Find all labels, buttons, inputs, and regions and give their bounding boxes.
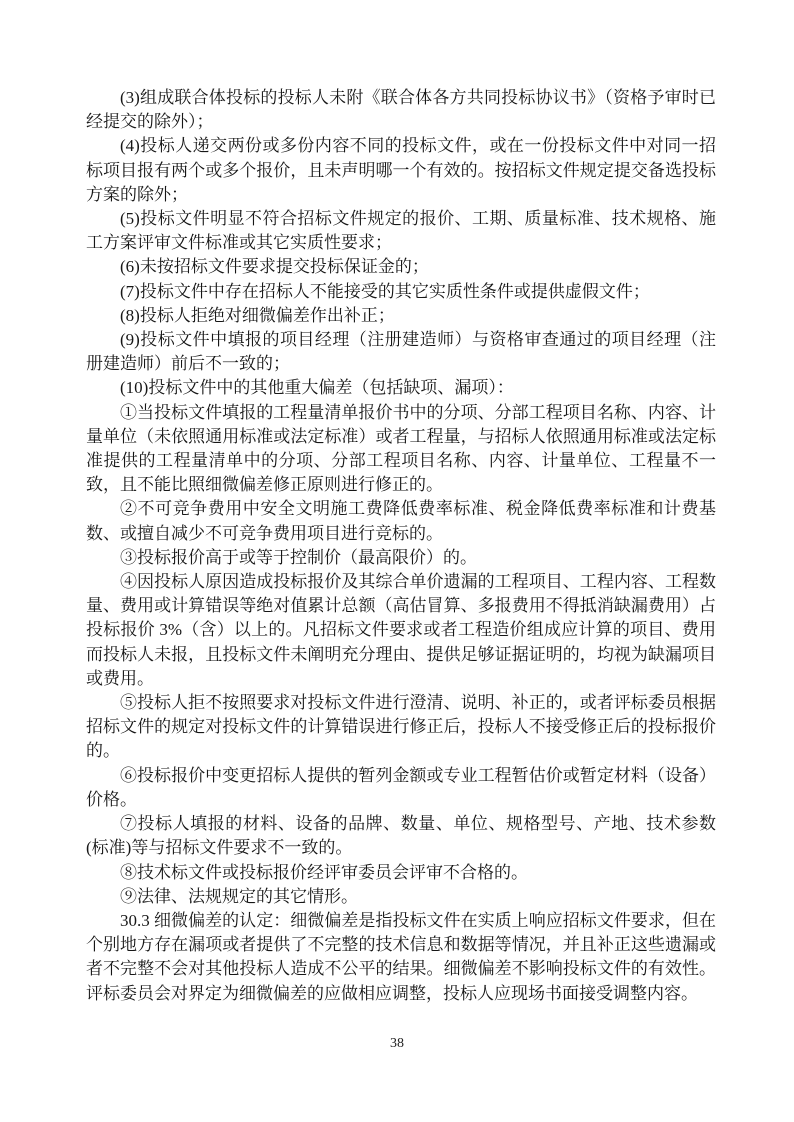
paragraph: ⑤投标人拒不按照要求对投标文件进行澄清、说明、补正的，或者评标委员根据招标文件的规定对投标文件的计算错误进行修正后，投标人不接受修正后的投标报价的。 [86,693,716,761]
paragraph: (3)组成联合体投标的投标人未附《联合体各方共同投标协议书》（资格予审时已经提交的除外）； [86,88,716,132]
page-footer [0,1036,794,1052]
paragraph: 30.3 细微偏差的认定：细微偏差是指投标文件在实质上响应招标文件要求，但在个别地方存在漏项或者提供了不完整的技术信息和数据等情况，并且补正这些遗漏或者不完整不会对其他投标人造成不公平的结果。细微偏差不影响投标文件的有效性。评标委员会对界定为细微偏差的应做相应调整，投标人应现场书面接受调整内容。 [86,910,716,1003]
paragraph: (8)投标人拒绝对细微偏差作出补正； [120,305,395,325]
paragraph: (9)投标文件中填报的项目经理（注册建造师）与资格审查通过的项目经理（注册建造师）前后不一致的； [86,330,716,374]
paragraph: ⑦投标人填报的材料、设备的品牌、数量、单位、规格型号、产地、技术参数(标准)等与招标文件要求不一致的。 [86,814,716,858]
paragraph: ④因投标人原因造成投标报价及其综合单价遗漏的工程项目、工程内容、工程数量、费用或计算错误等绝对值累计总额（高估冒算、多报费用不得抵消缺漏费用）占投标报价 3%（含）以上的。凡招标文件要求或者工程造价组成应计算的项目、费用而投标人未报，且投标文件未阐明充分理由、提供足够证据证明的，均视为缺漏项目或费用。 [86,572,716,688]
paragraph: ①当投标文件填报的工程量清单报价书中的分项、分部工程项目名称、内容、计量单位（未依照通用标准或法定标准）或者工程量，与招标人依照通用标准或法定标准提供的工程量清单中的分项、分部工程项目名称、内容、计量单位、工程量不一致，且不能比照细微偏差修正原则进行修正的。 [86,402,716,495]
paragraph: ⑧技术标文件或投标报价经评审委员会评审不合格的。 [120,862,528,882]
paragraph: (10)投标文件中的其他重大偏差（包括缺项、漏项）： [120,378,514,398]
paragraph: ⑥投标报价中变更招标人提供的暂列金额或专业工程暂估价或暂定材料（设备）价格。 [86,765,716,809]
paragraph: (7)投标文件中存在招标人不能接受的其它实质性条件或提供虚假文件； [120,281,650,301]
paragraph: (5)投标文件明显不符合招标文件规定的报价、工期、质量标准、技术规格、施工方案评审文件标准或其它实质性要求； [86,209,716,253]
paragraph: (6)未按招标文件要求提交投标保证金的； [120,257,429,277]
paragraph: ③投标报价高于或等于控制价（最高限价）的。 [120,547,477,567]
document-body [86,86,716,1006]
paragraph: ②不可竞争费用中安全文明施工费降低费率标准、税金降低费率标准和计费基数、或擅自减少不可竞争费用项目进行竞标的。 [86,499,716,543]
paragraph: (4)投标人递交两份或多份内容不同的投标文件，或在一份投标文件中对同一招标项目报有两个或多个报价，且未声明哪一个有效的。按招标文件规定提交备选投标方案的除外； [86,136,716,204]
paragraph: ⑨法律、法规规定的其它情形。 [120,886,358,906]
page-number: 38 [390,1036,404,1051]
